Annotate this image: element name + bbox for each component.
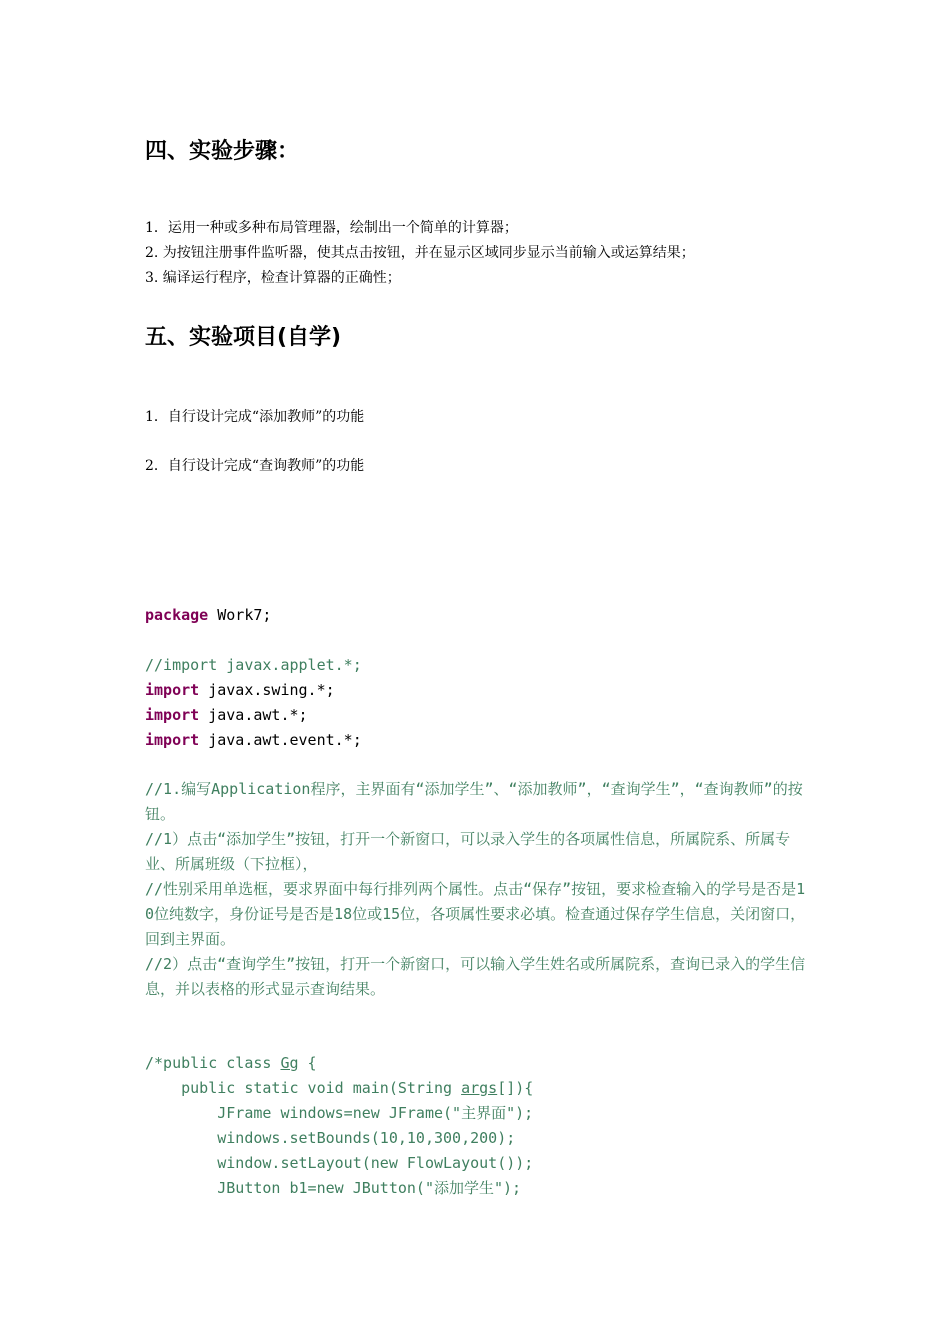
step-item-2: 2. 为按钮注册事件监听器，使其点击按钮，并在显示区域同步显示当前输入或运算结果； — [145, 245, 695, 261]
code-setlayout-line: window.setLayout(new FlowLayout()); — [145, 1154, 534, 1172]
code-main-decl: public static void main(String — [145, 1079, 462, 1097]
code-package-line — [145, 603, 271, 628]
package-name: Work7; — [208, 606, 272, 624]
code-import-line — [145, 728, 362, 753]
code-class-decl: /*public class — [145, 1054, 281, 1072]
code-main-brace: []){ — [497, 1079, 534, 1097]
code-comment-validation: //性别采用单选框，要求界面中每行排列两个属性。点击“保存”按钮，要求检查输入的学号是否是10位纯数字，身份证号是否是18位或15位，各项属性要求必填。检查通过保存学生信息，关闭窗口，回到主界面。 — [145, 880, 806, 948]
code-import-line — [145, 703, 308, 728]
keyword-import: import — [145, 706, 200, 724]
keyword-package: package — [145, 606, 209, 624]
import-target: java.awt.*; — [199, 706, 308, 724]
code-class-line — [145, 1051, 317, 1076]
project-item-1: 1．自行设计完成“添加教师”的功能 — [145, 409, 365, 425]
code-import-comment: //import javax.applet.*; — [145, 656, 362, 674]
code-jframe-line: JFrame windows=new JFrame("主界面"); — [145, 1104, 534, 1122]
step-item-1: 1．运用一种或多种布局管理器，绘制出一个简单的计算器； — [145, 220, 518, 236]
code-class-name: Gg — [280, 1054, 299, 1072]
code-main-line — [145, 1076, 533, 1101]
code-main-args: args — [461, 1079, 498, 1097]
code-comment-add-student: //1）点击“添加学生”按钮，打开一个新窗口，可以录入学生的各项属性信息，所属院系、所属专业、所属班级（下拉框）， — [145, 830, 791, 873]
keyword-import: import — [145, 731, 200, 749]
code-comment-task: //1.编写Application程序，主界面有“添加学生”、“添加教师”，“查询学生”，“查询教师”的按钮。 — [145, 780, 803, 823]
code-jbutton-line: JButton b1=new JButton("添加学生"); — [145, 1179, 522, 1197]
section-four-heading: 四、实验步骤： — [145, 139, 300, 164]
code-class-brace: { — [298, 1054, 317, 1072]
import-target: java.awt.event.*; — [199, 731, 362, 749]
code-setbounds-line: windows.setBounds(10,10,300,200); — [145, 1129, 516, 1147]
project-item-2: 2．自行设计完成“查询教师”的功能 — [145, 458, 365, 474]
code-import-line — [145, 678, 335, 703]
step-item-3: 3. 编译运行程序，检查计算器的正确性； — [145, 270, 401, 286]
code-comment-query-student: //2）点击“查询学生”按钮，打开一个新窗口，可以输入学生姓名或所属院系，查询已录入的学生信息，并以表格的形式显示查询结果。 — [145, 955, 806, 998]
section-five-heading: 五、实验项目(自学) — [145, 325, 342, 350]
import-target: javax.swing.*; — [199, 681, 335, 699]
keyword-import: import — [145, 681, 200, 699]
